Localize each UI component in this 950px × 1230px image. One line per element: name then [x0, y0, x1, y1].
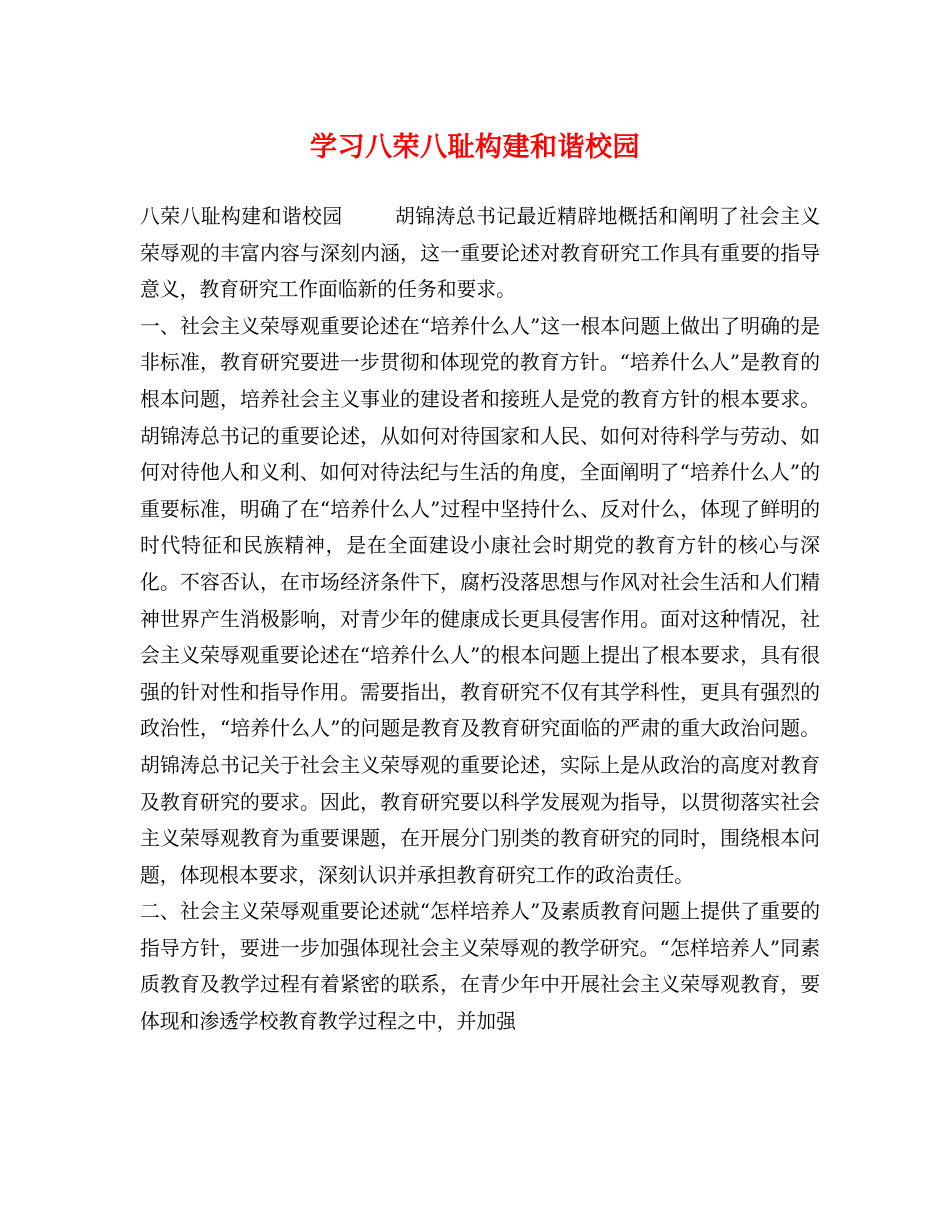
paragraph-text: 胡锦涛总书记最近精辟地概括和阐明了社会主义荣辱观的丰富内容与深刻内涵，这一重要论述对教育研究工作具有重要的指导意义，教育研究工作面临新的任务和要求。: [140, 205, 820, 302]
intro-paragraph: [140, 199, 820, 309]
section-one-paragraph: 一、社会主义荣辱观重要论述在“培养什么人”这一根本问题上做出了明确的是非标准，教育研究要进一步贯彻和体现党的教育方针。“培养什么人”是教育的根本问题，培养社会主义事业的建设者和接班人是党的教育方针的根本要求。胡锦涛总书记的重要论述，从如何对待国家和人民、如何对待科学与劳动、如何对待他人和义利、如何对待法纪与生活的角度，全面阐明了“培养什么人”的重要标准，明确了在“培养什么人”过程中坚持什么、反对什么，体现了鲜明的时代特征和民族精神，是在全面建设小康社会时期党的教育方针的核心与深化。不容否认，在市场经济条件下，腐朽没落思想与作风对社会生活和人们精神世界产生消极影响，对青少年的健康成长更具侵害作用。面对这种情况，社会主义荣辱观重要论述在“培养什么人”的根本问题上提出了根本要求，具有很强的针对性和指导作用。需要指出，教育研究不仅有其学科性，更具有强烈的政治性，“培养什么人”的问题是教育及教育研究面临的严肃的重大政治问题。胡锦涛总书记关于社会主义荣辱观的重要论述，实际上是从政治的高度对教育及教育研究的要求。因此，教育研究要以科学发展观为指导，以贯彻落实社会主义荣辱观教育为重要课题，在开展分门别类的教育研究的同时，围绕根本问题，体现根本要求，深刻认识并承担教育研究工作的政治责任。: [140, 314, 820, 887]
document-body: [140, 199, 820, 1041]
document-title: 学习八荣八耻构建和谐校园: [310, 132, 640, 163]
intro-heading: 八荣八耻构建和谐校园: [140, 205, 343, 228]
section-two-paragraph: 二、社会主义荣辱观重要论述就“怎样培养人”及素质教育问题上提供了重要的指导方针，要进一步加强体现社会主义荣辱观的教学研究。“怎样培养人”同素质教育及教学过程有着紧密的联系，在青少年中开展社会主义荣辱观教育，要体现和渗透学校教育教学过程之中，并加强: [140, 900, 820, 1034]
